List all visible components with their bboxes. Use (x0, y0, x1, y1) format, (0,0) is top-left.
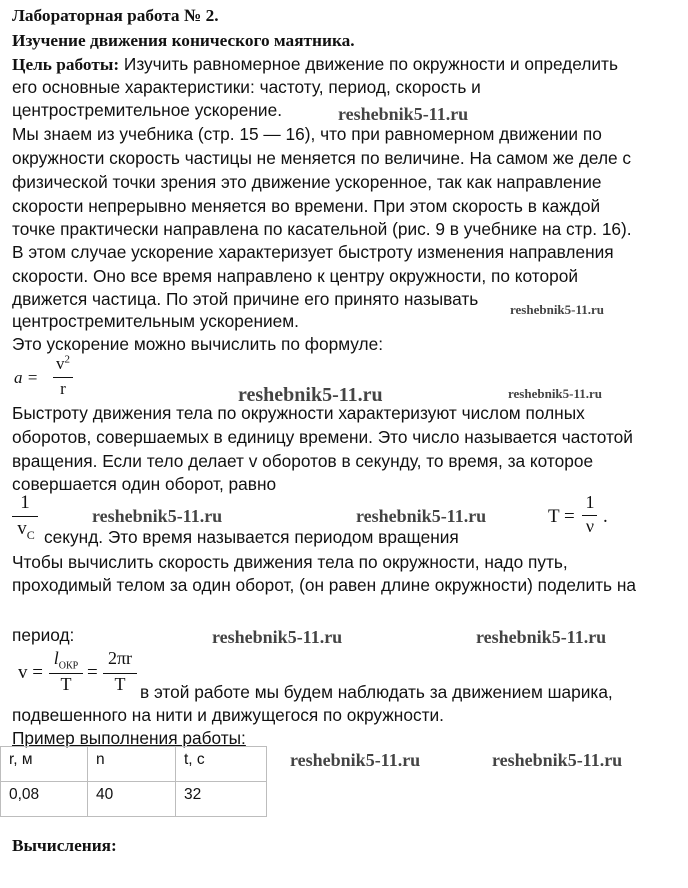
formula-v-lhs: v = (18, 662, 43, 683)
formula-a-lhs: a = (14, 368, 39, 387)
formula-v-num1-sub: ОКР (58, 660, 79, 672)
para4-line-1: в этой работе мы будем наблюдать за движением шарика, (140, 682, 613, 702)
watermark: reshebnik5-11.ru (508, 386, 603, 401)
calc-label: Вычисления: (12, 836, 117, 855)
results-table (0, 746, 267, 817)
para2-line: оборотов, совершаемых в единицу времени. Это число называется частотой (12, 427, 633, 447)
para2-line: Быстроту движения тела по окружности характеризуют числом полных (12, 403, 585, 423)
lab-title: Лабораторная работа № 2. (12, 6, 219, 25)
formula-v-numerator-1 (46, 648, 86, 672)
formula-v-den2: T (114, 674, 126, 694)
lab-subtitle: Изучение движения конического маятника. (12, 31, 355, 50)
para1-line: В этом случае ускорение характеризует быстроту изменения направления (12, 242, 614, 262)
goal-line-3: центростремительное ускорение. (12, 100, 283, 120)
formula-T-tail: . (603, 506, 608, 527)
watermark: reshebnik5-11.ru (212, 627, 343, 647)
watermark: reshebnik5-11.ru (492, 750, 623, 770)
formula-inv-bar (12, 516, 38, 517)
formula-v-num2: 2πr (107, 648, 133, 668)
table-cell: 32 (176, 782, 267, 817)
para1-line: центростремительным ускорением. (12, 311, 299, 331)
table-header-cell: r, м (1, 747, 88, 782)
formula-a-bar (53, 377, 73, 378)
formula-a-den: r (60, 379, 66, 398)
goal-line-2: его основные характеристики: частоту, период, скорость и (12, 77, 481, 97)
formula-a-num: v (56, 354, 65, 373)
watermark: reshebnik5-11.ru (476, 627, 607, 647)
watermark: reshebnik5-11.ru (238, 384, 383, 406)
formula-inv-num: 1 (20, 492, 30, 513)
formula-inv-denominator (10, 518, 42, 540)
formula-v-eq: = (87, 662, 98, 683)
goal-text-1: Изучить равномерное движение по окружности и определить (119, 54, 618, 74)
para4-line-2: подвешенного на нити и движущегося по окружности. (12, 705, 444, 725)
formula-T-num: 1 (585, 492, 595, 512)
para3-line: Чтобы вычислить скорость движения тела по окружности, надо путь, (12, 552, 568, 572)
formula-inv-den: v (17, 518, 27, 539)
goal-line-1 (12, 54, 618, 75)
para2-line: вращения. Если тело делает v оборотов в секунду, то время, за которое (12, 451, 594, 471)
table-header-cell: t, с (176, 747, 267, 782)
example-label: Пример выполнения работы: (12, 728, 246, 748)
formula-v-den1: T (60, 674, 72, 694)
watermark: reshebnik5-11.ru (338, 104, 469, 124)
table-cell: 40 (88, 782, 176, 817)
watermark: reshebnik5-11.ru (92, 506, 223, 526)
para2-line: совершается один оборот, равно (12, 474, 277, 494)
watermark: reshebnik5-11.ru (356, 506, 487, 526)
period-label: период: (12, 625, 75, 645)
formula-a-exp: 2 (64, 353, 70, 366)
table-cell: 0,08 (1, 782, 88, 817)
para1-line: скорости. Оно все время направлено к центру окружности, по которой (12, 266, 578, 286)
watermark: reshebnik5-11.ru (510, 302, 605, 317)
formula-T-den: ν (585, 516, 595, 536)
formula-T-lhs: T = (548, 506, 575, 527)
formula-a-numerator (52, 354, 74, 374)
para1-line: движется частица. По этой причине его принято называть (12, 289, 479, 309)
table-header-cell: n (88, 747, 176, 782)
watermark: reshebnik5-11.ru (290, 750, 421, 770)
para1-line: окружности скорость частицы не меняется по величине. На самом же деле с (12, 148, 632, 168)
table-header-row (1, 747, 267, 782)
para1-line: скорости непрерывно меняется во времени. При этом скорость в каждой (12, 196, 601, 216)
para3-line: проходимый телом за один оборот, (он равен длине окружности) поделить на (12, 575, 636, 595)
para1-line: физической точки зрения это движение ускоренное, так как направление (12, 172, 602, 192)
para1-line: Мы знаем из учебника (стр. 15 — 16), что при равномерном движении по (12, 124, 602, 144)
para1-line: точке практически направлена по касательной (рис. 9 в учебнике на стр. 16). (12, 219, 632, 239)
goal-label: Цель работы: (12, 55, 120, 74)
formula-inv-sub: C (26, 527, 35, 542)
formula-intro: Это ускорение можно вычислить по формуле: (12, 334, 384, 354)
period-text: секунд. Это время называется периодом вращения (44, 527, 459, 547)
formula-v-num1: l (53, 648, 59, 668)
table-row (1, 782, 267, 817)
